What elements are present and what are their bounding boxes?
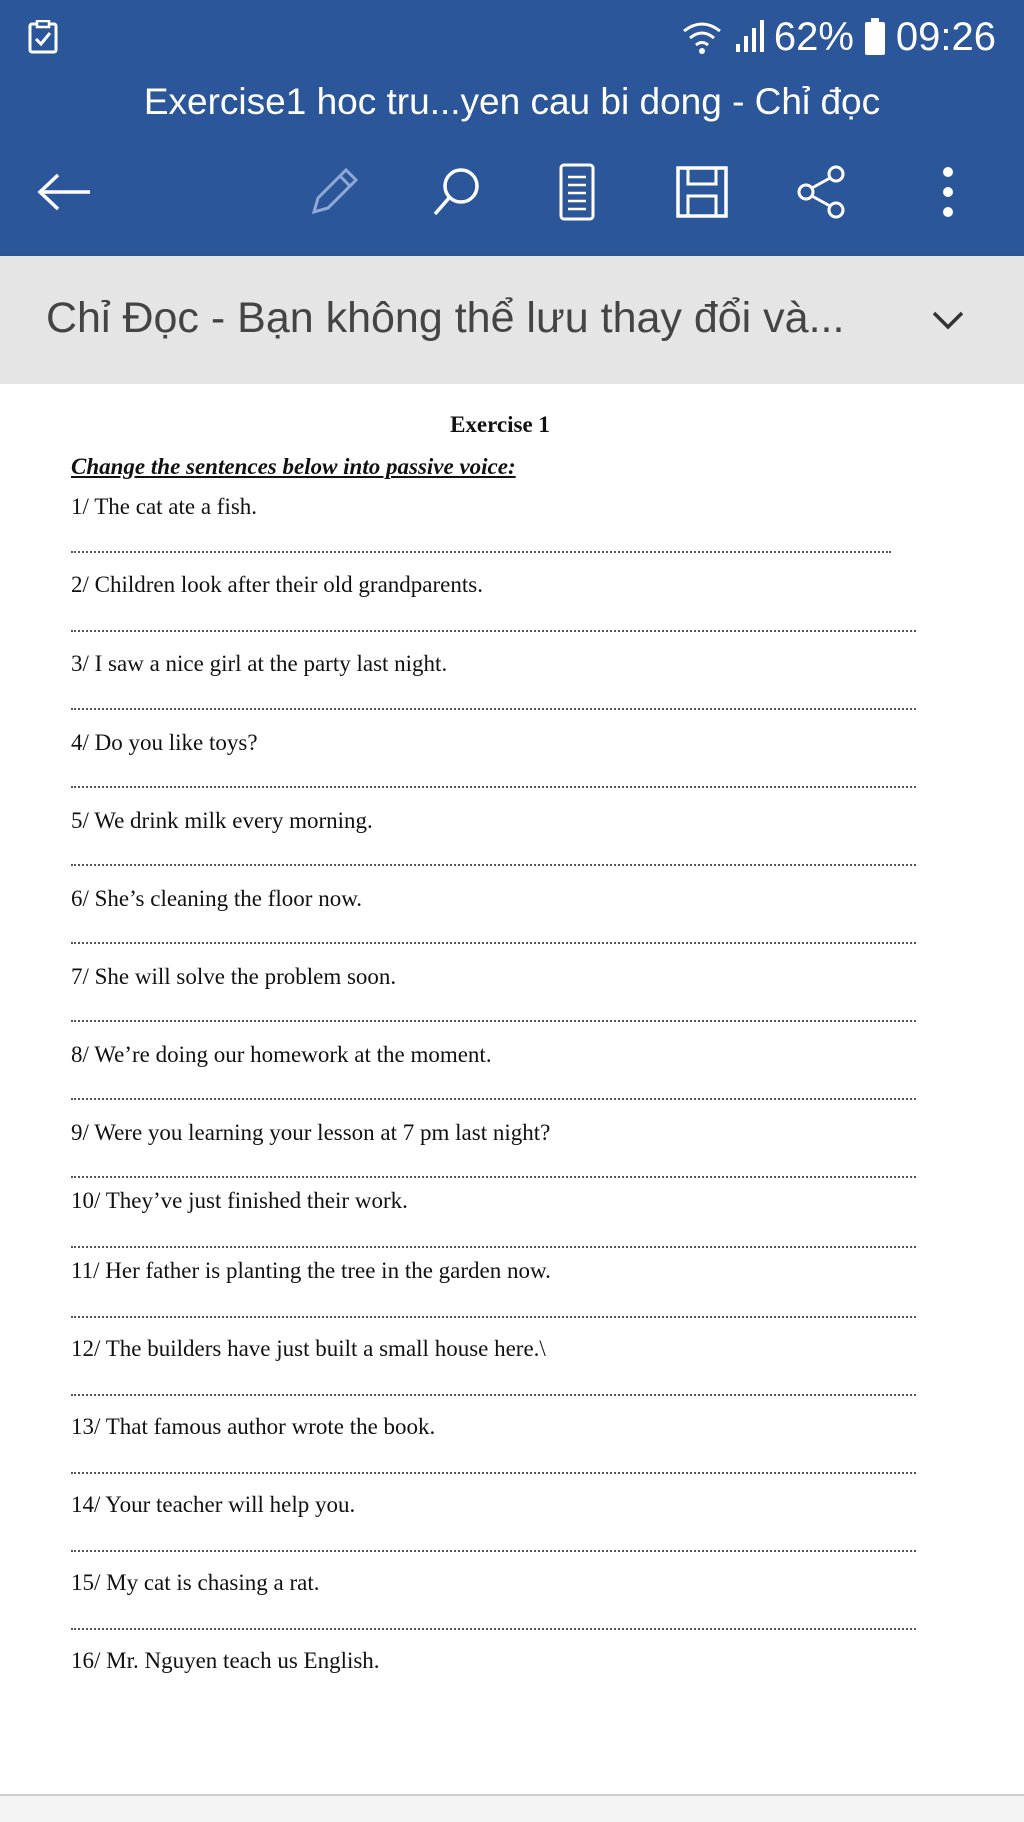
question-item: 14/ Your teacher will help you.: [71, 1492, 356, 1517]
question-item: 15/ My cat is chasing a rat.: [71, 1570, 320, 1595]
app-bar: [0, 0, 1024, 256]
question-item: 10/ They’ve just finished their work.: [71, 1188, 408, 1213]
question-item: 4/ Do you like toys?: [71, 730, 258, 755]
status-bar: [0, 0, 1024, 74]
toolbar: [0, 150, 1024, 230]
question-item: 13/ That famous author wrote the book.: [71, 1414, 436, 1439]
edit-button[interactable]: [302, 160, 366, 224]
clock: 09:26: [895, 14, 996, 59]
exercise-title: Exercise 1: [450, 412, 550, 437]
page-bottom-edge: [0, 1794, 1024, 1822]
answer-line[interactable]: [71, 551, 891, 553]
battery-icon: [864, 18, 886, 56]
back-arrow-icon: [36, 172, 92, 212]
answer-line[interactable]: [71, 1316, 916, 1318]
answer-line[interactable]: [71, 786, 916, 788]
answer-line[interactable]: [71, 1394, 916, 1396]
signal-icon: [734, 20, 764, 54]
instruction: Change the sentences below into passive voice:: [71, 454, 516, 479]
answer-line[interactable]: [71, 708, 916, 710]
battery-percentage: 62%: [773, 14, 854, 59]
document-title: Exercise1 hoc tru...yen cau bi dong - Chỉ đọc: [143, 81, 881, 122]
save-icon: [674, 164, 730, 220]
answer-line[interactable]: [71, 1550, 916, 1552]
question-item: 11/ Her father is planting the tree in the garden now.: [71, 1258, 551, 1283]
document-page: [0, 384, 1024, 1794]
answer-line[interactable]: [71, 1628, 916, 1630]
share-button[interactable]: [790, 160, 854, 224]
checklist-icon: [28, 20, 58, 54]
pencil-icon: [306, 164, 362, 220]
question-item: 5/ We drink milk every morning.: [71, 808, 373, 833]
answer-line[interactable]: [71, 1176, 916, 1178]
wifi-icon: [680, 19, 724, 55]
question-item: 2/ Children look after their old grandparents.: [71, 572, 483, 597]
answer-line[interactable]: [71, 1020, 916, 1022]
question-item: 6/ She’s cleaning the floor now.: [71, 886, 363, 911]
search-icon: [429, 164, 485, 220]
share-icon: [794, 164, 850, 220]
save-button[interactable]: [670, 160, 734, 224]
back-button[interactable]: [32, 160, 96, 224]
reading-view-button[interactable]: [545, 160, 609, 224]
search-button[interactable]: [425, 160, 489, 224]
banner-message: Chỉ Đọc - Bạn không thể lưu thay đổi và...: [46, 294, 845, 342]
question-item: 3/ I saw a nice girl at the party last night.: [71, 651, 448, 676]
question-item: 8/ We’re doing our homework at the moment.: [71, 1042, 492, 1067]
read-only-banner[interactable]: [0, 256, 1024, 384]
answer-line[interactable]: [71, 864, 916, 866]
question-item: 9/ Were you learning your lesson at 7 pm last night?: [71, 1120, 551, 1145]
answer-line[interactable]: [71, 1246, 916, 1248]
chevron-down-icon[interactable]: [930, 302, 966, 338]
question-item: 16/ Mr. Nguyen teach us English.: [71, 1648, 380, 1673]
more-options-button[interactable]: [916, 160, 980, 224]
question-item: 7/ She will solve the problem soon.: [71, 964, 397, 989]
more-vertical-icon: [938, 164, 958, 220]
question-item: 1/ The cat ate a fish.: [71, 494, 258, 519]
question-item: 12/ The builders have just built a small house here.\: [71, 1336, 546, 1361]
answer-line[interactable]: [71, 1098, 916, 1100]
answer-line[interactable]: [71, 1472, 916, 1474]
answer-line[interactable]: [71, 630, 916, 632]
answer-line[interactable]: [71, 942, 916, 944]
reading-view-icon: [557, 163, 597, 221]
